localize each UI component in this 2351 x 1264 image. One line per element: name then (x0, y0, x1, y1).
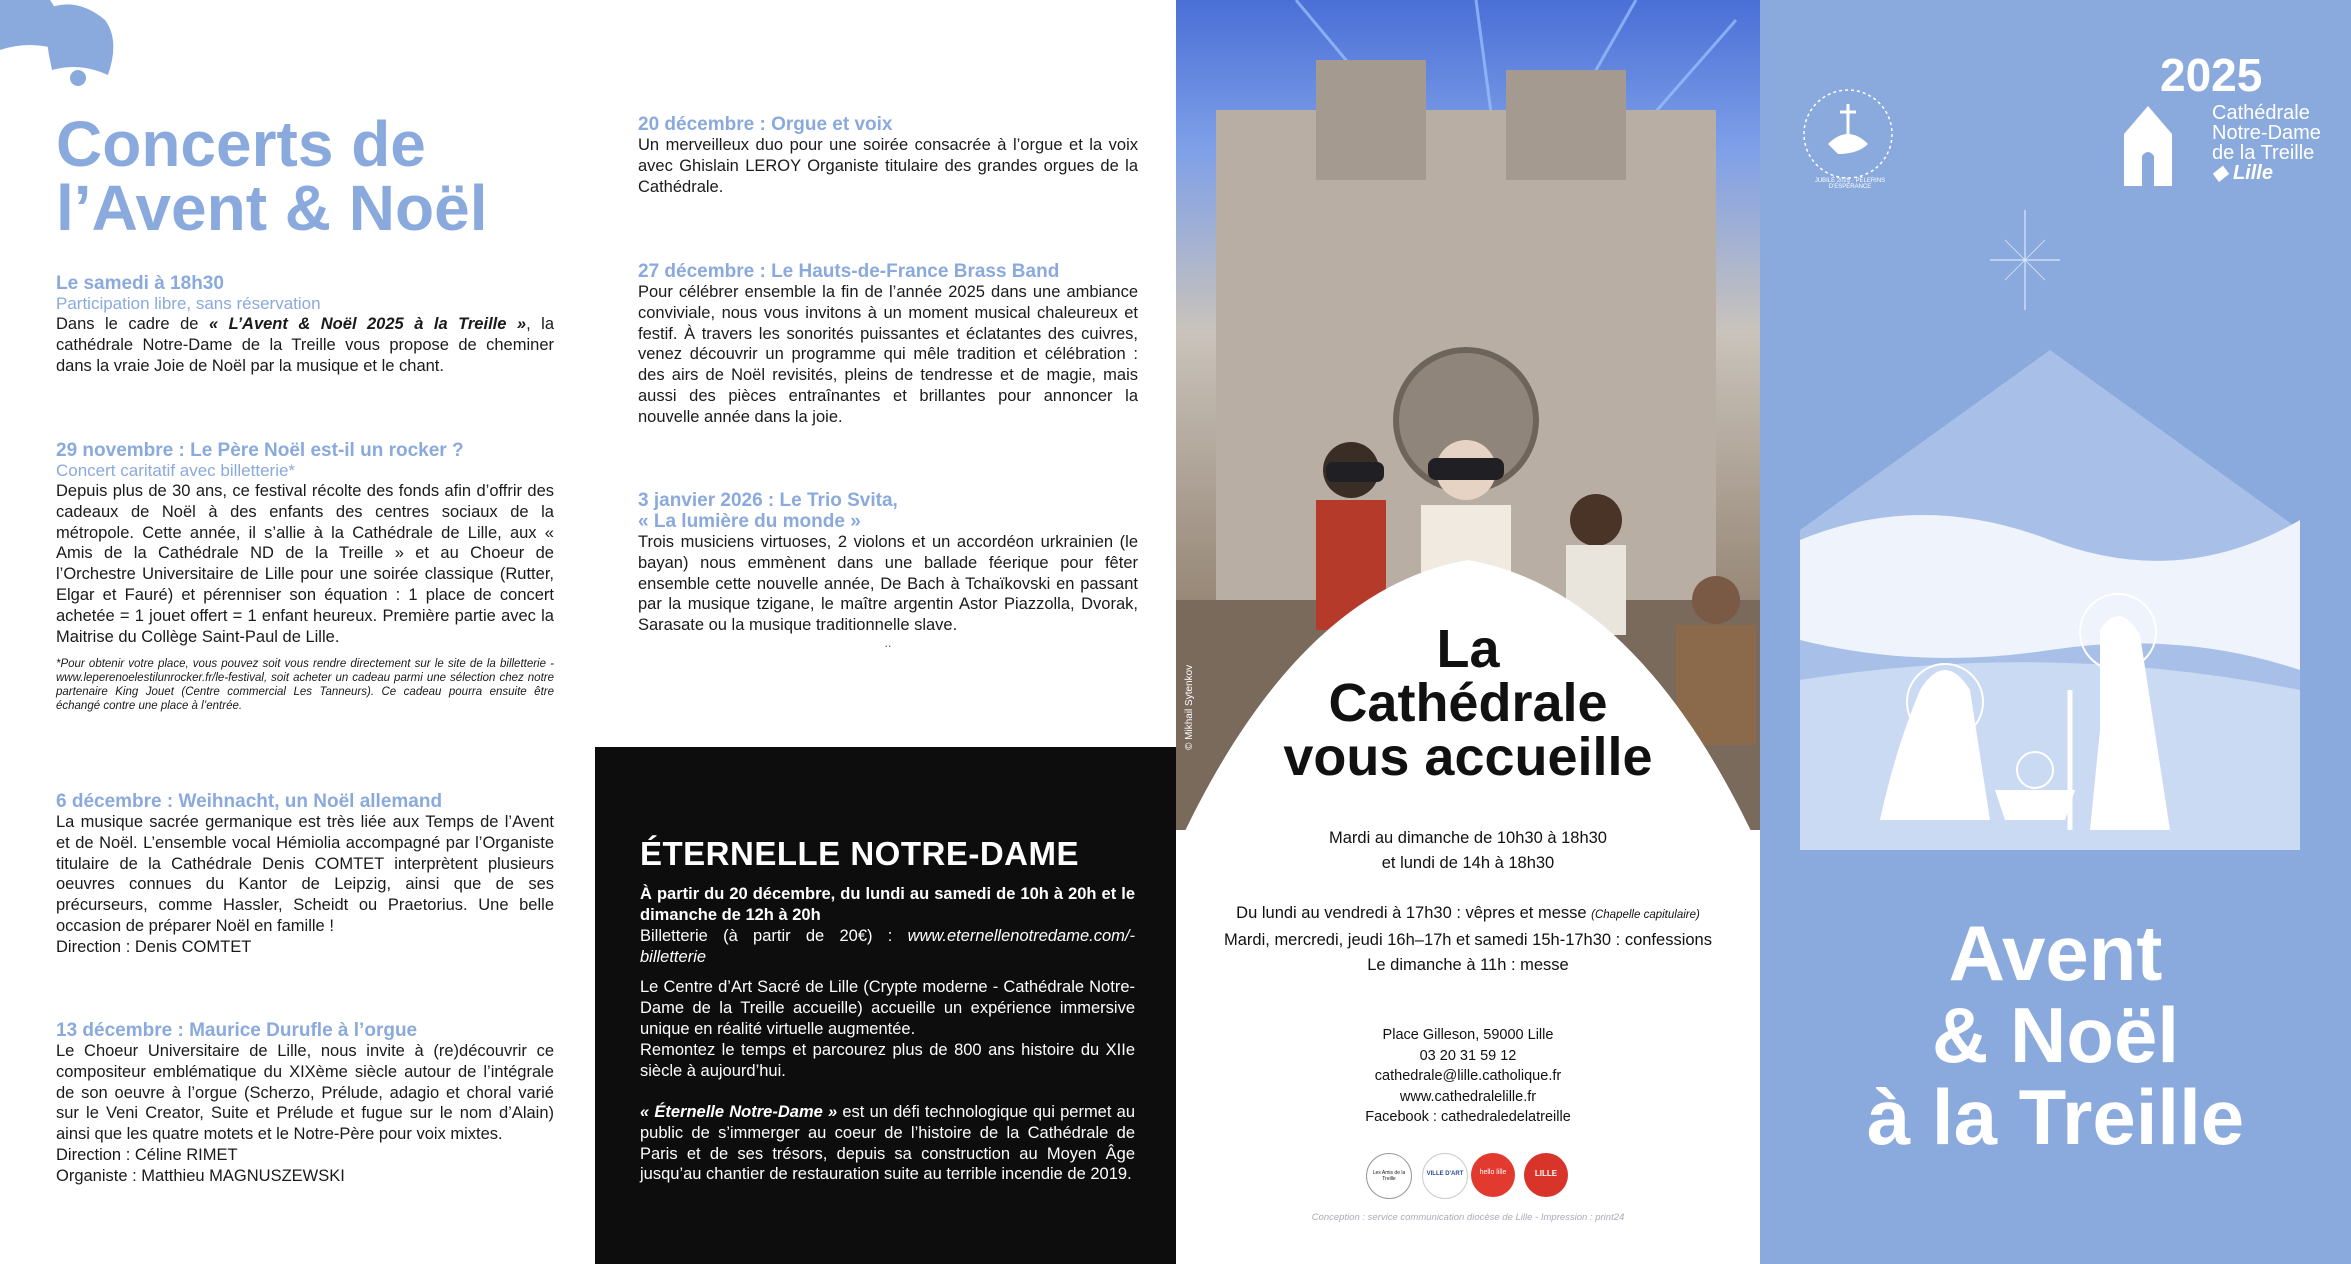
concert-block-saturday (56, 273, 554, 376)
title-line-2: l’Avent & Noël (56, 172, 488, 244)
eternelle-notre-dame-box (595, 747, 1176, 1264)
block-text: Pour célébrer ensemble la fin de l’année 2025 dans une ambiance conviviale, nous vous invitons à un moment musical chaleureux et festif. À travers les sonorités puissantes et éclatantes des cuivres, venez découvrir un programme qui mêle tradition et célébration : des airs de Noël revisités, pleins de tendresse et de magie, mais aussi des pièces entraînantes et brillantes pour annoncer la nouvelle année dans la joie. (638, 283, 1138, 426)
box-paragraph-1: Le Centre d’Art Sacré de Lille (Crypte moderne - Cathédrale Notre-Dame de la Treille accueille) accueille un expérience immersive unique en réalité virtuelle augmentée. (640, 978, 1135, 1038)
dots: .. (884, 635, 892, 650)
block-text: Un merveilleux duo pour une soirée consacrée à l’orgue et la voix avec Ghislain LEROY Organiste titulaire des grandes orgues de la Cathédrale. (638, 136, 1138, 196)
concert-block-27-dec (638, 261, 1138, 428)
mass-schedule: Du lundi au vendredi à 17h30 : vêpres et messe (Chapelle capitulaire) Mardi, mercredi, jeudi 16h–17h et samedi 15h-17h30 : confessions Le dimanche à 11h : messe (1224, 904, 1712, 974)
bells-icon (0, 0, 130, 90)
logo-amis-treille: Les Amis de la Treille (1366, 1153, 1412, 1199)
address: Place Gilleson, 59000 Lille (1382, 1027, 1554, 1043)
logo-ville-art: VILLE D'ART (1422, 1153, 1468, 1199)
block-text: Depuis plus de 30 ans, ce festival récolte des fonds afin d’offrir des cadeaux de Noël à des enfants des centres sociaux de la métropole. Cette année, il s’allie à la Cathédrale de Lille, aux « Amis de la Cathédrale ND de la Treille » et au Choeur de l’Orchestre Universitaire de Lille pour une soirée classique (Rutter, Elgar et Fauré) et pérenniser son équation : 1 place de concert achetée = 1 jouet offert = 1 enfant heureux. Première partie avec la Maitrise du Collège Saint-Paul de Lille. (56, 482, 554, 646)
block-title-2: « La lumière du monde » (638, 511, 861, 532)
box-paragraph-3: « Éternelle Notre-Dame » est un défi technologique qui permet au public de s’immerger au coeur de l’histoire de la Cathédrale de Paris et de ses trésors, depuis sa construction au Moyen Âge jusqu’au chantier de restauration suite au terrible incendie de 2019. (640, 1103, 1135, 1184)
nativity-illustration (1800, 350, 2300, 850)
block-title: 3 janvier 2026 : Le Trio Svita, (638, 490, 898, 511)
block-director: Direction : Denis COMTET (56, 937, 252, 956)
cathedral-logo-icon (2116, 100, 2180, 186)
block-text: La musique sacrée germanique est très liée aux Temps de l’Avent et de Noël. L’ensemble vocal Hémiolia accompagné par l’Organiste titulaire de la Cathédrale Denis COMTET interprètent plusieurs oeuvres connues du Kantor de Leipzig, ainsi que de ses précurseurs, comme Hassler, Scheidt ou Praetorius. Une belle occasion de préparer Noël en famille ! (56, 813, 554, 935)
concert-block-6-dec (56, 791, 554, 958)
block-title: 6 décembre : Weihnacht, un Noël allemand (56, 791, 443, 812)
panel-cathedrale (1176, 0, 1760, 1264)
cathedral-name: Cathédrale Notre-Dame de la Treille ◆ Lille (2212, 102, 2321, 184)
panel-concerts (0, 0, 595, 1264)
block-title: Le samedi à 18h30 (56, 273, 224, 294)
opening-hours: Mardi au dimanche de 10h30 à 18h30 et lundi de 14h à 18h30 (1329, 829, 1607, 872)
block-director: Direction : Céline RIMET (56, 1145, 238, 1164)
cover-title: Avent & Noël à la Treille (1866, 909, 2245, 1161)
concert-block-3-jan (638, 490, 1138, 650)
jubilee-text: JUBILÉ 2025 · PÈLERINS D'ESPÉRANCE (1814, 178, 1886, 190)
concert-block-29-nov (56, 440, 554, 713)
jubilee-logo-icon (1798, 84, 1898, 184)
star-icon (1990, 210, 2060, 310)
photo-credit: © Mikhail Sytenkov (1184, 664, 1195, 750)
ticket-link[interactable]: www.eternellenotredame.com/-billetterie (640, 927, 1135, 966)
block-title: 29 novembre : Le Père Noël est-il un rocker ? (56, 440, 464, 461)
panel-cover (1760, 0, 2351, 1264)
block-text: Le Choeur Universitaire de Lille, nous invite à (re)découvrir ce compositeur emblématique du XIXème siècle autour de l’intégrale de son oeuvre à l’orgue (Scherzo, Prélude, adagio et choral varié sur le Veni Creator, Suite et Prélude et fugue sur le nom d’Alain) ainsi que les quatre motets et le Notre-Père pour voix mixtes. (56, 1042, 554, 1144)
box-title: ÉTERNELLE NOTRE-DAME (640, 835, 1079, 872)
website-link[interactable]: www.cathedralelille.fr (1399, 1088, 1537, 1105)
block-title: 13 décembre : Maurice Durufle à l’orgue (56, 1020, 418, 1041)
print-credit: Conception : service communication diocèse de Lille - Impression : print24 (1311, 1212, 1625, 1223)
concert-block-13-dec (56, 1020, 554, 1187)
logo-lille: LILLE (1524, 1153, 1568, 1197)
block-subtitle: Concert caritatif avec billetterie* (56, 461, 296, 480)
block-text: Dans le cadre de « L’Avent & Noël 2025 à la Treille », la cathédrale Notre-Dame de la Treille vous propose de cheminer dans la vraie Joie de Noël par la musique et le chant. (56, 315, 555, 375)
page-title (56, 108, 488, 244)
box-paragraph-2: Remontez le temps et parcourez plus de 800 ans histoire du XIIe siècle à aujourd’hui. (640, 1041, 1135, 1080)
welcome-heading: La Cathédrale vous accueille (1283, 619, 1653, 787)
box-hours: À partir du 20 décembre, du lundi au samedi de 10h à 20h et le dimanche de 12h à 20h (640, 885, 1135, 924)
logo-hello-lille: hello lille (1471, 1153, 1515, 1197)
contact-info (1176, 1025, 1760, 1128)
block-title: 20 décembre : Orgue et voix (638, 114, 893, 135)
block-title: 27 décembre : Le Hauts-de-France Brass Band (638, 261, 1060, 282)
footnote: *Pour obtenir votre place, vous pouvez soit vous rendre directement sur le site de la billetterie - www.leperenoelestilunrocker.fr/le-festival, soit acheter un cadeau parmi une sélection chez notre partenaire King Jouet (Centre commercial Les Tanneurs). Ce cadeau pourra ensuite être échangé contre une place à l’entrée. (56, 658, 554, 713)
title-line-1: Concerts de (56, 108, 426, 180)
block-subtitle: Participation libre, sans réservation (56, 294, 321, 313)
email-link[interactable]: cathedrale@lille.catholique.fr (1374, 1068, 1562, 1084)
panel-concerts-continued (595, 0, 1176, 1264)
box-ticketing: Billetterie (à partir de 20€) : www.eternellenotredame.com/-billetterie (640, 927, 1135, 966)
block-organist: Organiste : Matthieu MAGNUSZEWSKI (56, 1166, 345, 1185)
year: 2025 (2160, 49, 2263, 101)
phone: 03 20 31 59 12 (1419, 1047, 1517, 1064)
concert-block-20-dec (638, 114, 1138, 197)
facebook-link[interactable]: Facebook : cathedraledelatreille (1365, 1109, 1571, 1125)
block-text: Trois musiciens virtuoses, 2 violons et un accordéon urkrainien (le bayan) nous emmènent dans une ballade féerique pour fêter ensemble cette nouvelle année, De Bach à Tchaïkovski en passant par la musique tzigane, le maître argentin Astor Piazzolla, Dvorak, Sarasate ou la musique traditionnelle slave. (638, 533, 1138, 635)
